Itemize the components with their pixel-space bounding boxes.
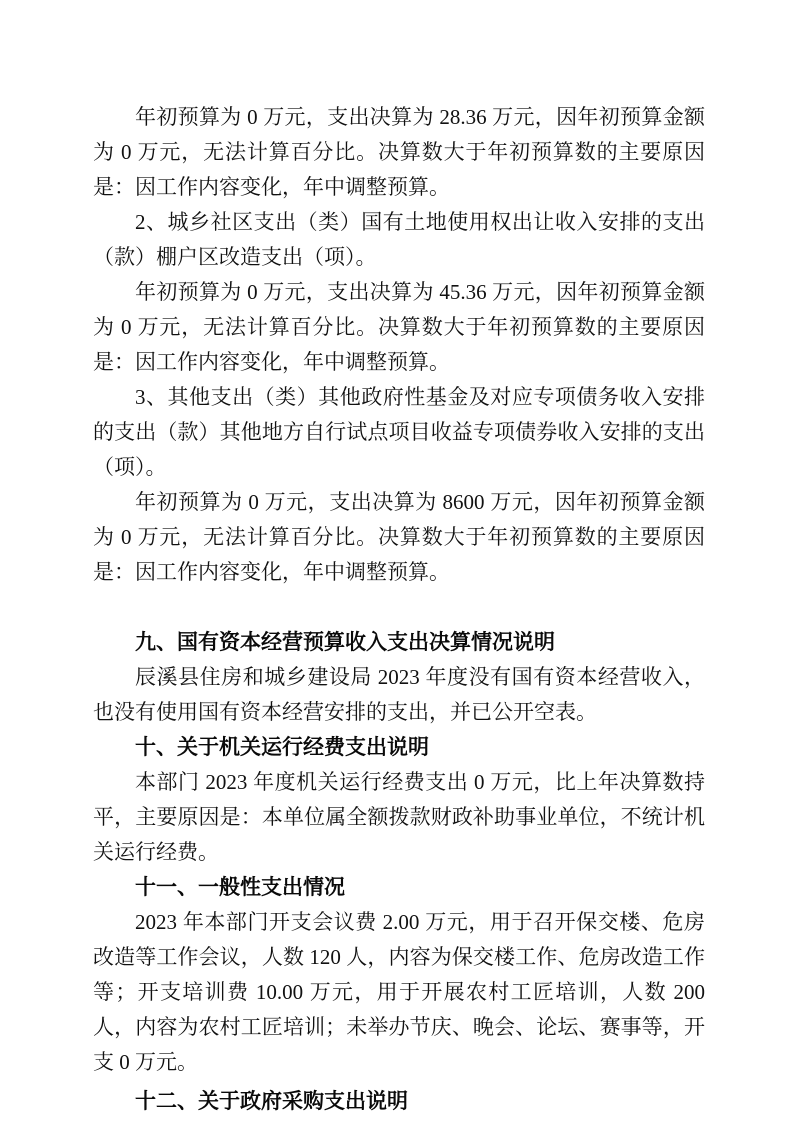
heading-section-twelve-government-procurement: 十二、关于政府采购支出说明 — [135, 1090, 408, 1113]
heading-section-ten-operating-expenses: 十、关于机关运行经费支出说明 — [135, 736, 429, 759]
paragraph-section-nine-body: 辰溪县住房和城乡建设局 2023 年度没有国有资本经营收入，也没有使用国有资本经营安排的支出，并已公开空表。 — [93, 665, 705, 724]
paragraph-item2-budget-detail: 年初预算为 0 万元，支出决算为 45.36 万元，因年初预算金额为 0 万元，无法计算百分比。决算数大于年初预算数的主要原因是：因工作内容变化，年中调整预算。 — [93, 280, 705, 374]
paragraph-section-eleven-body: 2023 年本部门开支会议费 2.00 万元，用于召开保交楼、危房改造等工作会议，人数 120 人，内容为保交楼工作、危房改造工作等；开支培训费 10.00 万元，用于开展农村工匠培训，人数 200 人，内容为农村工匠培训；未举办节庆、晚会、论坛、赛事等，开支 0 万元。 — [93, 910, 705, 1074]
heading-section-eleven-general-expenditure: 十一、一般性支出情况 — [135, 876, 345, 899]
paragraph-section-ten-body: 本部门 2023 年度机关运行经费支出 0 万元，比上年决算数持平，主要原因是：本单位属全额拨款财政补助事业单位，不统计机关运行经费。 — [93, 770, 705, 864]
blank-line-spacer — [93, 590, 705, 625]
paragraph-item1-budget-detail: 年初预算为 0 万元，支出决算为 28.36 万元，因年初预算金额为 0 万元，无法计算百分比。决算数大于年初预算数的主要原因是：因工作内容变化，年中调整预算。 — [93, 105, 705, 199]
paragraph-item3-title: 3、其他支出（类）其他政府性基金及对应专项债务收入安排的支出（款）其他地方自行试点项目收益专项债券收入安排的支出（项）。 — [93, 385, 705, 479]
heading-section-nine-state-capital-budget: 九、国有资本经营预算收入支出决算情况说明 — [135, 631, 555, 654]
paragraph-item2-title: 2、城乡社区支出（类）国有土地使用权出让收入安排的支出（款）棚户区改造支出（项）。 — [93, 210, 705, 269]
paragraph-item3-budget-detail: 年初预算为 0 万元，支出决算为 8600 万元，因年初预算金额为 0 万元，无法计算百分比。决算数大于年初预算数的主要原因是：因工作内容变化，年中调整预算。 — [93, 490, 705, 584]
